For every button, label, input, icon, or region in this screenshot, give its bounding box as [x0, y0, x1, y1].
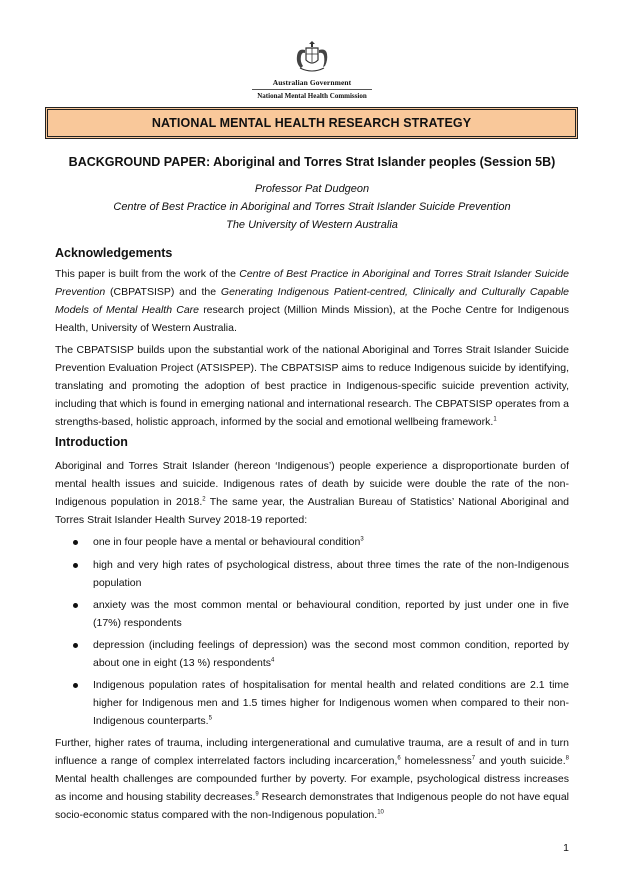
footnote-ref: 3	[360, 536, 364, 543]
list-item: high and very high rates of psychological distress, about three times the rate of the non-Indigenous population	[55, 556, 569, 592]
introduction-heading: Introduction	[55, 435, 128, 449]
footnote-ref: 5	[208, 715, 212, 722]
author-name: Professor Pat Dudgeon	[254, 183, 370, 195]
acknowledgements-heading: Acknowledgements	[55, 246, 173, 260]
acknowledgements-paragraph-2: The CBPATSISP builds upon the substantial work of the national Aboriginal and Torres Strait Islander Suicide Prevention Evaluation Project (ATSISPEP). The CBPATSISP aims to reduce Indigenous suicide by identifying, translating and promoting the adoption of best practice in Indigenous-specific suicide prevention activity, including that which is found in emerging national and international research. The CBPATSISP operates from a strengths-based, holistic approach, informed by the social and emotional wellbeing framework.$^1$	[55, 344, 569, 428]
bullet-icon	[73, 603, 78, 608]
bullet-icon	[73, 683, 78, 688]
list-item: one in four people have a mental or behavioural condition$^3$	[55, 533, 569, 551]
government-name: Australian Government	[272, 78, 352, 87]
bullet-icon	[73, 563, 78, 568]
commission-name: National Mental Health Commission	[257, 92, 367, 100]
footnote-ref: 6	[397, 755, 401, 762]
strategy-banner	[45, 107, 578, 139]
government-header	[0, 40, 624, 100]
acknowledgements-paragraph-1: This paper is built from the work of the Centre of Best Practice in Aboriginal and Torres Strait Islander Suicide Prevention (CBPATSISP) and the Generating Indigenous Patient-centred, Clinically and Culturally Capable Models of Mental Health Care research project (Million Minds Mission), at the Poche Centre for Indigenous Health, University of Western Australia.	[55, 268, 570, 334]
footnote-ref: 7	[471, 755, 476, 762]
footnote-ref: 10	[377, 809, 384, 816]
page-number: 1	[563, 842, 569, 854]
introduction-paragraph-1: Aboriginal and Torres Strait Islander (hereon ‘Indigenous’) people experience a disproportionate burden of mental health issues and suicide. Indigenous rates of death by suicide were double the rate of the non-Indigenous population in 2018.$^2$ The same year, the Australian Bureau of Statistics’ National Aboriginal and Torres Strait Islander Health Survey 2018-19 reported:	[55, 460, 569, 526]
bullet-icon	[73, 540, 78, 545]
author-affiliation: Centre of Best Practice in Aboriginal and Torres Strait Islander Suicide Prevention	[113, 201, 511, 213]
introduction-paragraph-2: Further, higher rates of trauma, including intergenerational and cumulative trauma, are a result of and in turn influence a range of complex interrelated factors including incarceration,$^6$ homelessness$^7$ and youth suicide.$^8$ Mental health challenges are compounded further by poverty. For example, psychological distress increases as income and housing stability decreases.$^9$ Research demonstrates that Indigenous people do not have equal socio-economic status compared with the non-Indigenous population.$^{10}$	[55, 737, 569, 821]
header-divider	[252, 89, 372, 90]
coat-of-arms-icon	[292, 40, 332, 74]
footnote-ref: 1	[493, 416, 497, 423]
list-item: Indigenous population rates of hospitalisation for mental health and related conditions are 2.1 time higher for Indigenous men and 1.5 times higher for Indigenous women when compared to their non-Indigenous counterparts.$^5$	[55, 676, 569, 730]
author-university: The University of Western Australia	[226, 219, 398, 231]
footnote-ref: 8	[565, 755, 569, 762]
banner-title: NATIONAL MENTAL HEALTH RESEARCH STRATEGY	[151, 116, 472, 130]
bullet-icon	[73, 643, 78, 648]
list-item: anxiety was the most common mental or behavioural condition, reported by just under one in five (17%) respondents	[55, 596, 569, 632]
footnote-ref: 2	[202, 496, 206, 503]
list-item: depression (including feelings of depression) was the second most common condition, reported by about one in eight (13 %) respondents$^4$	[55, 636, 569, 672]
paper-title: BACKGROUND PAPER: Aboriginal and Torres Strat Islander peoples (Session 5B)	[68, 155, 556, 169]
footnote-ref: 4	[271, 657, 275, 664]
footnote-ref: 9	[255, 791, 259, 798]
